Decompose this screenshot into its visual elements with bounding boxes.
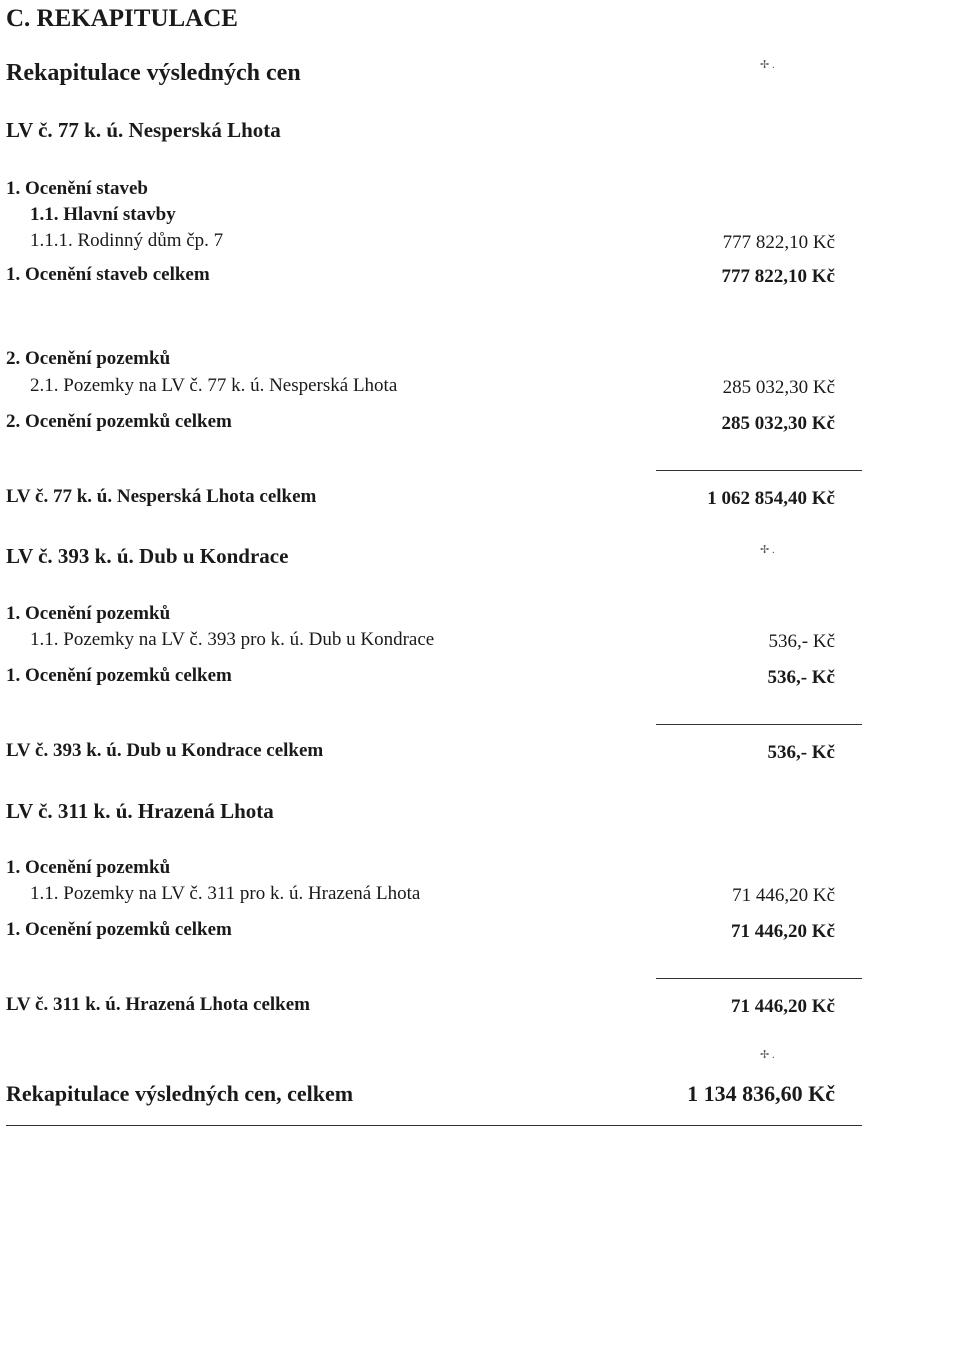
scan-speck: ✢ . [760,1049,775,1061]
lv311-heading: LV č. 311 k. ú. Hrazená Lhota [6,799,274,823]
lv393-s1-total-value: 536,- Kč [767,667,835,688]
lv77-s1-title: 1. Ocenění staveb [6,178,148,199]
lv393-heading: LV č. 393 k. ú. Dub u Kondrace [6,544,289,568]
lv393-total-label: LV č. 393 k. ú. Dub u Kondrace celkem [6,740,324,761]
lv77-heading: LV č. 77 k. ú. Nesperská Lhota [6,118,281,142]
lv77-s1-total-label: 1. Ocenění staveb celkem [6,264,210,285]
lv77-s2-title: 2. Ocenění pozemků [6,348,171,369]
lv77-s1-total-value: 777 822,10 Kč [721,266,835,287]
lv77-total-label: LV č. 77 k. ú. Nesperská Lhota celkem [6,486,317,507]
lv393-total-value: 536,- Kč [767,742,835,763]
lv311-total-label: LV č. 311 k. ú. Hrazená Lhota celkem [6,994,311,1015]
section-title: C. REKAPITULACE [6,5,238,32]
lv77-s2-item-label: 2.1. Pozemky na LV č. 77 k. ú. Nesperská Lhota [30,375,398,396]
lv311-s1-item-value: 71 446,20 Kč [732,885,835,906]
lv393-s1-item-value: 536,- Kč [768,631,835,652]
lv393-s1-item-label: 1.1. Pozemky na LV č. 393 pro k. ú. Dub u Kondrace [30,629,435,650]
grand-total-label: Rekapitulace výsledných cen, celkem [6,1081,354,1106]
subtotal-rule [656,470,862,471]
grand-total-value: 1 134 836,60 Kč [687,1081,835,1106]
lv311-s1-item-label: 1.1. Pozemky na LV č. 311 pro k. ú. Hrazená Lhota [30,883,421,904]
lv77-s2-total-value: 285 032,30 Kč [721,413,835,434]
lv77-s1-item-label: 1.1.1. Rodinný dům čp. 7 [30,230,224,251]
lv77-s1-item-value: 777 822,10 Kč [722,232,835,253]
subtotal-rule [656,724,862,725]
lv311-s1-title: 1. Ocenění pozemků [6,857,171,878]
scan-speck: ✢ . [760,59,775,71]
lv77-s1-sub: 1.1. Hlavní stavby [30,204,176,225]
lv77-total-value: 1 062 854,40 Kč [707,488,835,509]
grand-total-rule [6,1125,862,1126]
lv311-total-value: 71 446,20 Kč [731,996,835,1017]
subtotal-rule [656,978,862,979]
lv393-s1-total-label: 1. Ocenění pozemků celkem [6,665,232,686]
scan-speck: ✢ . [760,544,775,556]
doc-title: Rekapitulace výsledných cen [6,60,301,86]
lv393-s1-title: 1. Ocenění pozemků [6,603,171,624]
lv77-s2-item-value: 285 032,30 Kč [722,377,835,398]
lv77-s2-total-label: 2. Ocenění pozemků celkem [6,411,232,432]
lv311-s1-total-value: 71 446,20 Kč [731,921,835,942]
lv311-s1-total-label: 1. Ocenění pozemků celkem [6,919,232,940]
